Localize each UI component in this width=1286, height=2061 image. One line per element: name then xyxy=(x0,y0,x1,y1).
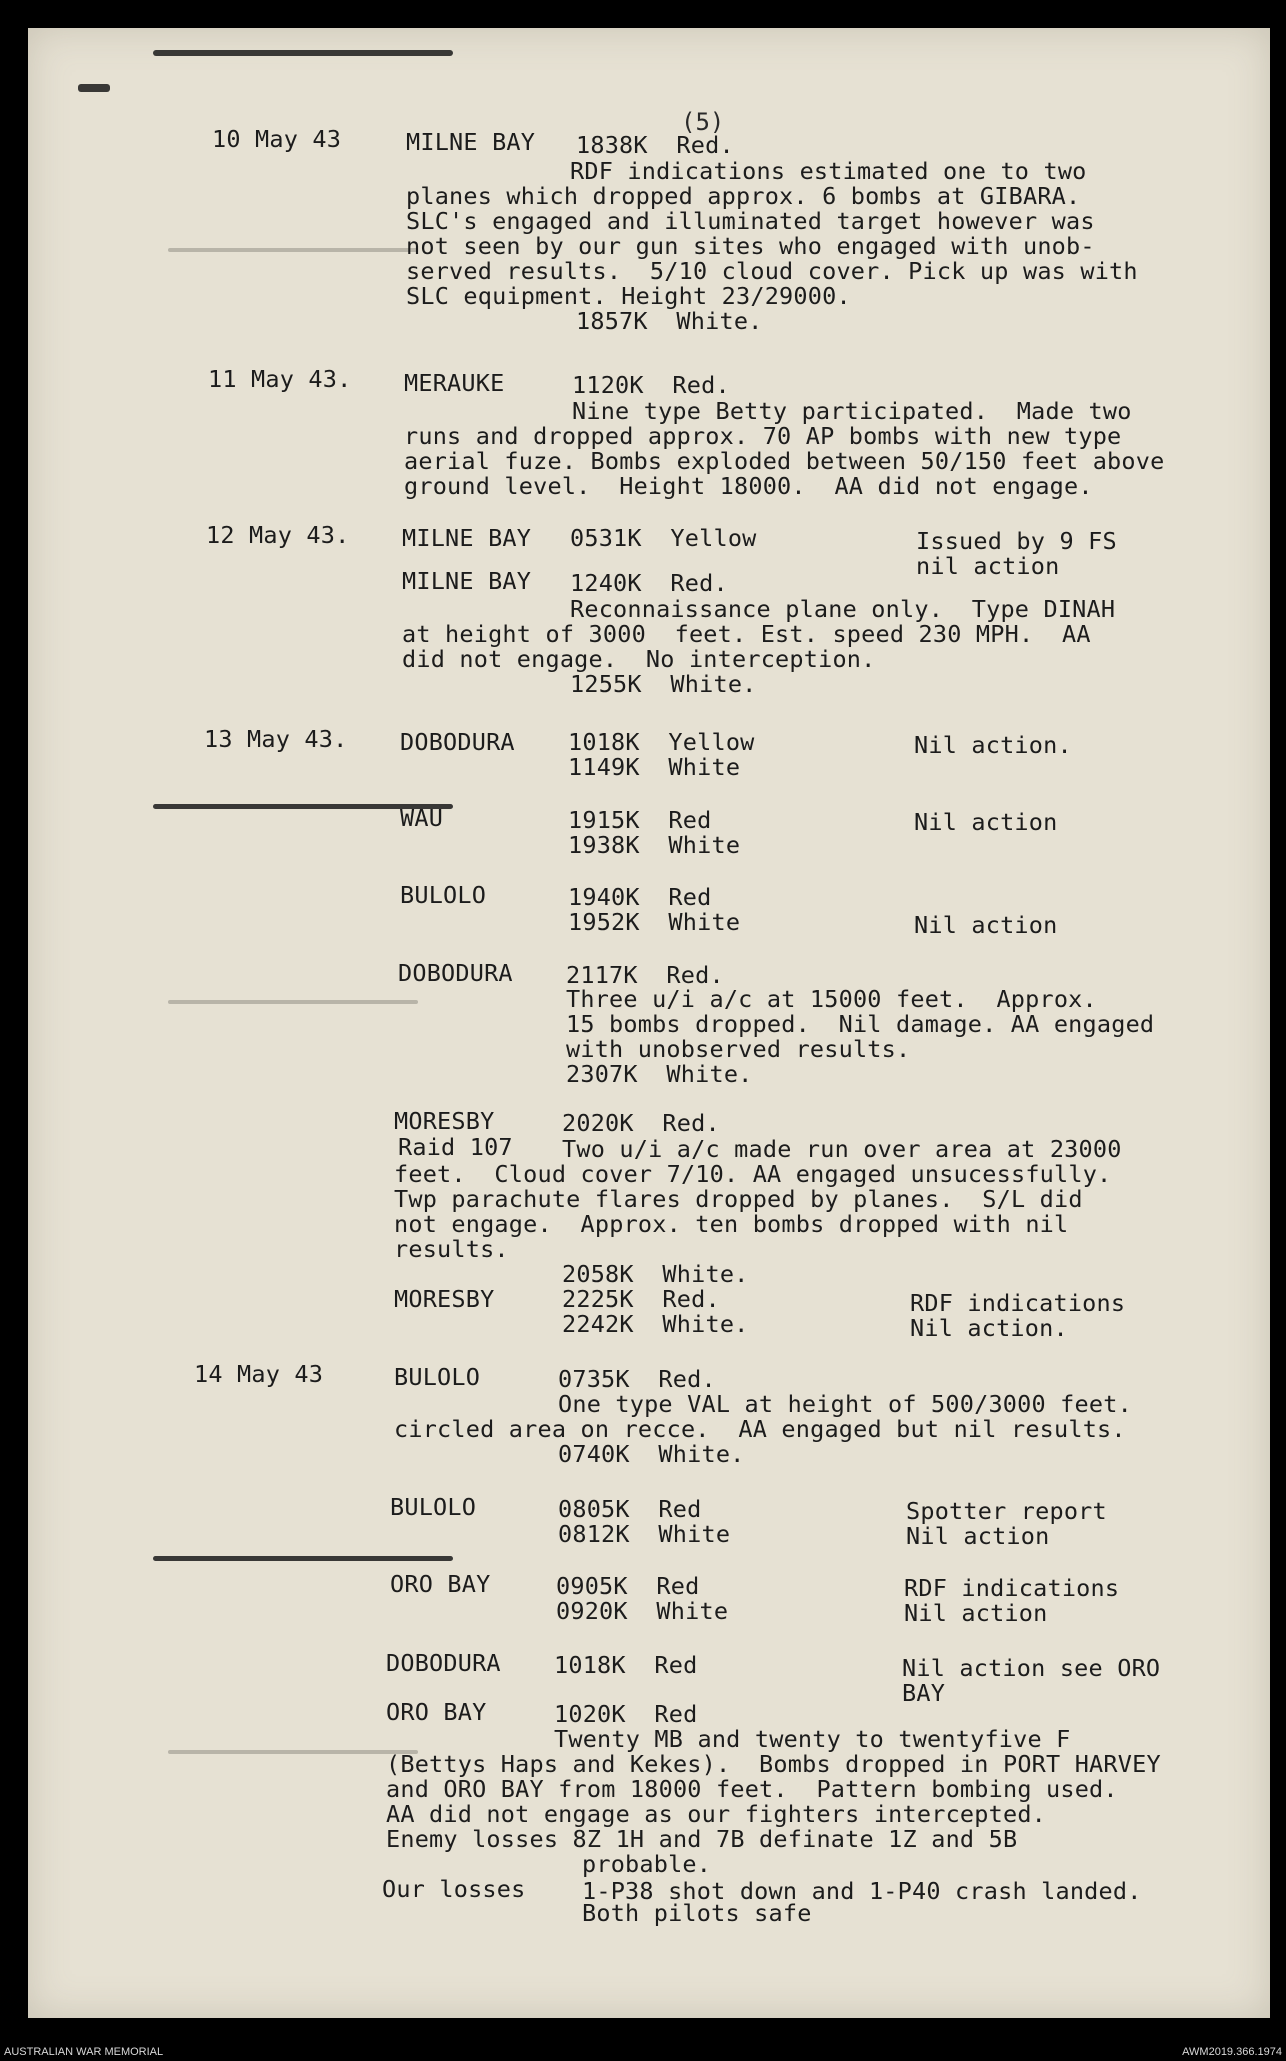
entry-time: 1938K White xyxy=(568,831,741,859)
entry-note: BAY xyxy=(902,1679,946,1707)
entry-body-line: Twenty MB and twenty to twentyfive F xyxy=(554,1725,1071,1753)
entry-place: MORESBY xyxy=(394,1285,495,1313)
entry-place: MILNE BAY xyxy=(402,567,532,595)
fold-line-2 xyxy=(168,1000,418,1004)
entry-time: 1255K White. xyxy=(570,670,757,698)
entry-body-line: did not engage. No interception. xyxy=(402,645,876,673)
entry-body-line: 15 bombs dropped. Nil damage. AA engaged xyxy=(566,1010,1155,1038)
entry-time: 0735K Red. xyxy=(558,1365,716,1393)
entry-note: Nil action xyxy=(914,808,1058,836)
entry-date: 11 May 43. xyxy=(208,365,352,393)
entry-body-line: One type VAL at height of 500/3000 feet. xyxy=(558,1390,1132,1418)
entry-time: 2242K White. xyxy=(562,1310,749,1338)
entry-date: 14 May 43 xyxy=(194,1360,324,1388)
entry-body-line: runs and dropped approx. 70 AP bombs with new type xyxy=(404,422,1122,450)
entry-body-line: at height of 3000 feet. Est. speed 230 MPH. AA xyxy=(402,620,1091,648)
footer-id: AWM2019.366.1974 xyxy=(1182,2046,1282,2058)
entry-body-line: not seen by our gun sites who engaged with unob- xyxy=(406,232,1095,260)
entry-time: 1149K White xyxy=(568,753,741,781)
entry-time: 1020K Red xyxy=(554,1700,698,1728)
entry-place: DOBODURA xyxy=(400,728,515,756)
footer-source: AUSTRALIAN WAR MEMORIAL xyxy=(4,2046,164,2058)
entry-time: 2058K White. xyxy=(562,1260,749,1288)
entry-place: MILNE BAY xyxy=(402,524,532,552)
entry-note: Nil action. xyxy=(914,731,1072,759)
entry-raid: Raid 107 xyxy=(398,1133,513,1161)
entry-note: RDF indications xyxy=(904,1574,1120,1602)
page-number: (5) xyxy=(681,108,725,136)
entry-time: 0812K White xyxy=(558,1520,731,1548)
entry-body-line: Nine type Betty participated. Made two xyxy=(572,397,1132,425)
document-page xyxy=(28,28,1270,2018)
entry-body-line: circled area on recce. AA engaged but nil results. xyxy=(394,1415,1126,1443)
entry-time: 1240K Red. xyxy=(570,569,728,597)
entry-time: 0740K White. xyxy=(558,1440,745,1468)
losses-line: 1-P38 shot down and 1-P40 crash landed. xyxy=(582,1877,1142,1905)
entry-body-line: SLC's engaged and illuminated target however was xyxy=(406,207,1095,235)
entry-time: 1018K Yellow xyxy=(568,728,755,756)
entry-place: BULOLO xyxy=(400,881,487,909)
ink-smudge-top xyxy=(153,50,453,56)
entry-place: WAU xyxy=(400,804,444,832)
entry-body-line: SLC equipment. Height 23/29000. xyxy=(406,282,851,310)
entry-place: ORO BAY xyxy=(390,1570,491,1598)
entry-time: 0805K Red xyxy=(558,1495,702,1523)
entry-place: DOBODURA xyxy=(398,959,513,987)
entry-time: 1120K Red. xyxy=(572,371,730,399)
entry-note: Nil action xyxy=(904,1599,1048,1627)
entry-place: BULOLO xyxy=(390,1493,477,1521)
entry-place: ORO BAY xyxy=(386,1698,487,1726)
entry-note: Nil action. xyxy=(910,1314,1068,1342)
entry-time: 1915K Red xyxy=(568,806,712,834)
entry-time: 2307K White. xyxy=(566,1060,753,1088)
entry-body-line: (Bettys Haps and Kekes). Bombs dropped in PORT HARVEY xyxy=(386,1750,1161,1778)
entry-body-line: aerial fuze. Bombs exploded between 50/150 feet above xyxy=(404,447,1165,475)
entry-place: MORESBY xyxy=(394,1107,495,1135)
entry-date: 10 May 43 xyxy=(212,125,342,153)
entry-body-line: probable. xyxy=(582,1850,712,1878)
entry-time: 0531K Yellow xyxy=(570,524,757,552)
entry-body-line: planes which dropped approx. 6 bombs at GIBARA. xyxy=(406,182,1081,210)
entry-note: RDF indications xyxy=(910,1289,1126,1317)
entry-time: 2020K Red. xyxy=(562,1109,720,1137)
entry-body-line: RDF indications estimated one to two xyxy=(570,157,1087,185)
ink-smudge-lower xyxy=(153,1556,453,1561)
entry-time: 1838K Red. xyxy=(576,131,734,159)
entry-note: Issued by 9 FS xyxy=(916,527,1117,555)
entry-body-line: not engage. Approx. ten bombs dropped with nil xyxy=(394,1210,1069,1238)
fold-line-3 xyxy=(168,1750,418,1754)
entry-time: 2117K Red. xyxy=(566,961,724,989)
entry-body-line: Twp parachute flares dropped by planes. S/L did xyxy=(394,1185,1083,1213)
fold-line-1 xyxy=(168,248,418,252)
entry-note: Nil action see ORO xyxy=(902,1654,1161,1682)
entry-date: 13 May 43. xyxy=(204,725,348,753)
entry-note: Spotter report xyxy=(906,1497,1107,1525)
entry-place: DOBODURA xyxy=(386,1649,501,1677)
entry-time: 1018K Red xyxy=(554,1651,698,1679)
entry-body-line: Three u/i a/c at 15000 feet. Approx. xyxy=(566,985,1097,1013)
entry-time: 1952K White xyxy=(568,908,741,936)
entry-time: 1940K Red xyxy=(568,883,712,911)
entry-time: 1857K White. xyxy=(576,307,763,335)
entry-body-line: and ORO BAY from 18000 feet. Pattern bombing used. xyxy=(386,1775,1118,1803)
entry-note: Nil action xyxy=(906,1522,1050,1550)
entry-body-line: Reconnaissance plane only. Type DINAH xyxy=(570,595,1116,623)
entry-place: MERAUKE xyxy=(404,369,505,397)
entry-note: Nil action xyxy=(914,911,1058,939)
entry-time: 2225K Red. xyxy=(562,1285,720,1313)
ink-smudge-mark xyxy=(78,84,110,92)
entry-place: BULOLO xyxy=(394,1363,481,1391)
entry-body-line: with unobserved results. xyxy=(566,1035,911,1063)
entry-body-line: served results. 5/10 cloud cover. Pick up was with xyxy=(406,257,1138,285)
entry-body-line: results. xyxy=(394,1235,509,1263)
losses-label: Our losses xyxy=(382,1875,526,1903)
entry-body-line: feet. Cloud cover 7/10. AA engaged unsucessfully. xyxy=(394,1160,1112,1188)
entry-date: 12 May 43. xyxy=(206,521,350,549)
entry-time: 0905K Red xyxy=(556,1572,700,1600)
entry-note: nil action xyxy=(916,552,1060,580)
entry-place: MILNE BAY xyxy=(406,128,536,156)
entry-body-line: ground level. Height 18000. AA did not engage. xyxy=(404,472,1093,500)
entry-time: 0920K White xyxy=(556,1597,729,1625)
losses-line: Both pilots safe xyxy=(582,1899,812,1927)
entry-body-line: AA did not engage as our fighters intercepted. xyxy=(386,1800,1047,1828)
entry-body-line: Two u/i a/c made run over area at 23000 xyxy=(562,1135,1122,1163)
entry-body-line: Enemy losses 8Z 1H and 7B definate 1Z and 5B xyxy=(386,1825,1018,1853)
